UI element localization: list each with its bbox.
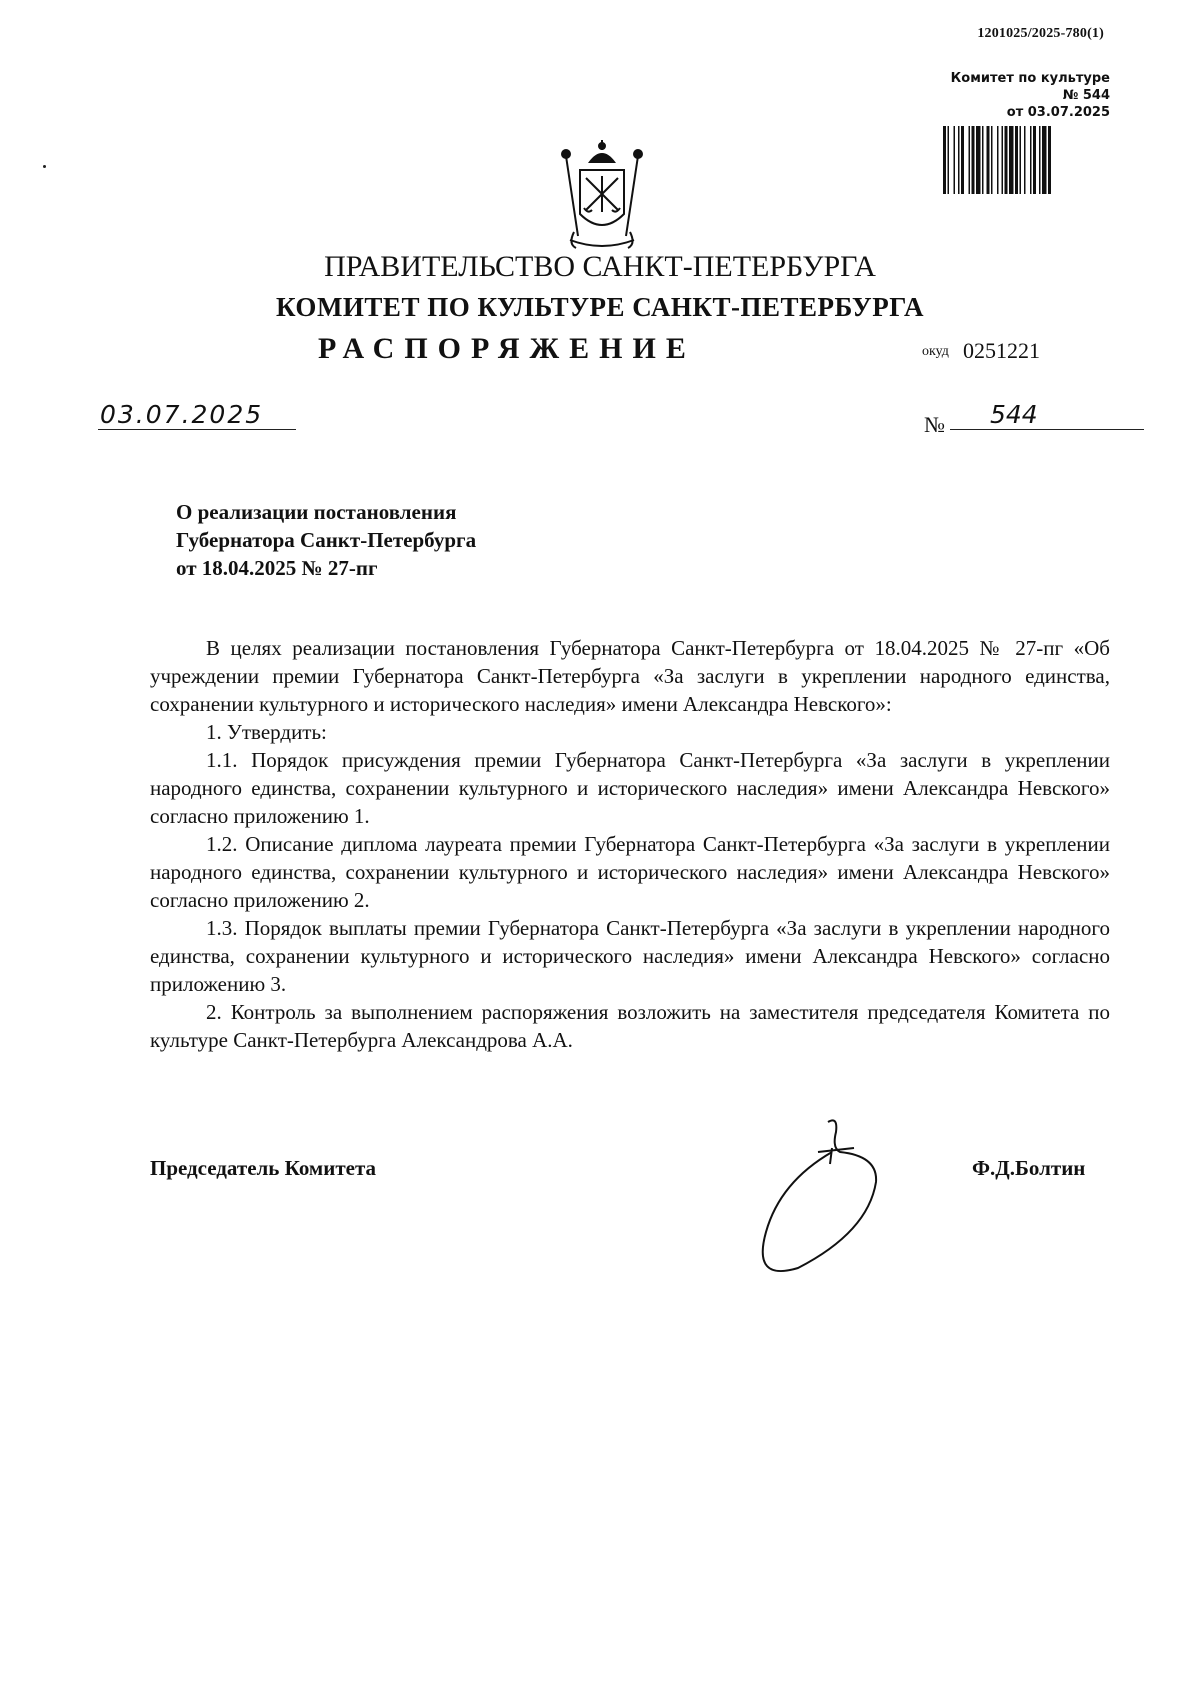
body-item-1-2: 1.2. Описание диплома лауреата премии Губернатора Санкт-Петербурга «За заслуги в укреплении народного единства, сохранении культурного и исторического наследия» имени Александра Невского» согласно приложению 2.: [150, 832, 1110, 912]
document-date: 03.07.2025: [98, 400, 296, 430]
body-item-1: 1. Утвердить:: [206, 720, 327, 744]
document-body: [150, 634, 1110, 1054]
body-item-2: 2. Контроль за выполнением распоряжения возложить на заместителя председателя Комитета по культуре Санкт-Петербурга Александрова А.А.: [150, 1000, 1110, 1052]
okud-label: окуд: [922, 344, 949, 359]
government-title: ПРАВИТЕЛЬСТВО САНКТ-ПЕТЕРБУРГА: [324, 250, 876, 283]
document-subject: [176, 498, 476, 582]
body-item-1-1: 1.1. Порядок присуждения премии Губернатора Санкт-Петербурга «За заслуги в укреплении народного единства, сохранении культурного и исторического наследия» имени Александра Невского» согласно приложению 1.: [150, 748, 1110, 828]
stamp-line-number: № 544: [1062, 88, 1110, 103]
signatory-name: Ф.Д.Болтин: [972, 1156, 1086, 1180]
stamp-line-committee: Комитет по культуре: [950, 71, 1110, 86]
body-intro: В целях реализации постановления Губернатора Санкт-Петербурга от 18.04.2025 № 27-пг «Об учреждении премии Губернатора Санкт-Петербурга «За заслуги в укреплении народного единства, сохранении культурного и исторического наследия» имени Александра Невского»:: [150, 636, 1110, 716]
document-type: РАСПОРЯЖЕНИЕ: [318, 332, 696, 365]
scan-speck: [43, 165, 46, 168]
subject-line: от 18.04.2025 № 27-пг: [176, 556, 378, 580]
barcode-icon: [943, 126, 1101, 194]
document-number: 544: [950, 400, 1144, 430]
stamp-line-date: от 03.07.2025: [1006, 105, 1110, 120]
number-sign: №: [924, 412, 945, 437]
signatory-title: Председатель Комитета: [150, 1156, 377, 1180]
committee-title: КОМИТЕТ ПО КУЛЬТУРЕ САНКТ-ПЕТЕРБУРГА: [276, 292, 924, 322]
coat-of-arms-icon: [554, 140, 650, 252]
subject-line: Губернатора Санкт-Петербурга: [176, 528, 477, 552]
registration-stamp: [930, 70, 1110, 121]
subject-line: О реализации постановления: [176, 500, 457, 524]
okud-code: 0251221: [963, 338, 1040, 363]
handwritten-signature-icon: [758, 1112, 944, 1280]
body-item-1-3: 1.3. Порядок выплаты премии Губернатора Санкт-Петербурга «За заслуги в укреплении народного единства, сохранении культурного и исторического наследия» имени Александра Невского» согласно приложению 3.: [150, 916, 1110, 996]
registration-id: 1201025/2025-780(1): [977, 26, 1104, 41]
